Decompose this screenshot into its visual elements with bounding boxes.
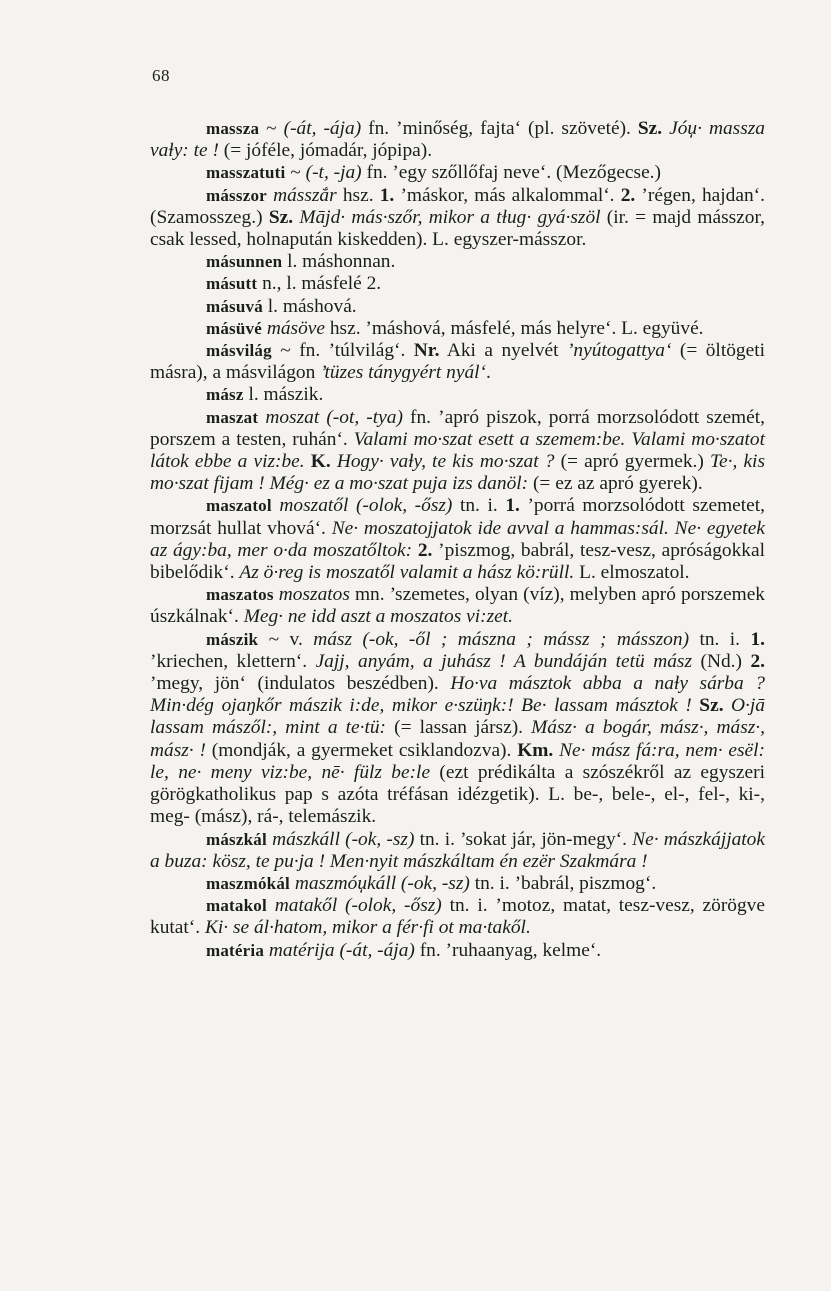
entry-headword: mászik <box>206 629 259 649</box>
entry-text: (= apró gyermek.) <box>554 451 710 473</box>
entry-example: Meg· ne idd aszt a moszatos vi:zet. <box>243 606 513 628</box>
entry-example: Hoɡy· vaɫy, te kis mo·szat ? <box>336 451 555 473</box>
entry-headword: másunnen <box>206 252 283 272</box>
entry-text: ’máskor, más alkalommal‘. <box>394 184 621 206</box>
dictionary-entry <box>150 895 765 939</box>
entry-headword: másüvé <box>206 318 262 338</box>
entry-marker: 1. <box>379 184 395 206</box>
entry-text <box>724 695 732 716</box>
entry-text: tn. i. ’babrál, piszmog‘. <box>469 872 657 894</box>
dictionary-entry <box>150 407 765 496</box>
entry-example: Jóџ· massza vaɫy: te ! <box>150 118 765 162</box>
entry-example: moszatos <box>278 584 350 606</box>
entry-headword: matéria <box>206 940 265 960</box>
entry-text: l. mászik. <box>243 384 324 406</box>
entry-example: Ne· mászkájjatok a buza: kösz, te pu·ja ! Men·nyit mászkáltam én ezër Szakmára ! <box>150 828 765 872</box>
dictionary-entries <box>150 118 765 962</box>
entry-text: tn. i. ’sokat jár, jön-megy‘. <box>414 828 633 850</box>
entry-text: tn. i. ’motoz, matat, tesz-vesz, zörögve kutat‘. <box>150 895 765 939</box>
entry-text: (= öltögeti másra), a másvilágon <box>150 340 765 384</box>
entry-example: Te·, kis mo·szat fijam ! Még· ez a mo·szat puja izs danöl: <box>150 451 765 495</box>
entry-example: Ki· se ál·hatom, mikor a fér·fi ot ma·takől. <box>204 917 531 939</box>
dictionary-entry <box>150 495 765 584</box>
entry-text: ’kriechen, klettern‘. <box>150 650 316 672</box>
entry-example: moszat (-ot, -tya) <box>265 406 403 428</box>
entry-text: ~ <box>259 118 284 139</box>
entry-headword: mászkál <box>206 829 267 849</box>
entry-example: Ho·va másztok abba a naɫy sárba ? Min·déɡ ojaŋkőr mászik i:de, mikor e·szüŋk:! Be· lassam másztok ! <box>150 673 765 717</box>
entry-marker: 1. <box>750 628 765 650</box>
dictionary-entry <box>150 118 765 162</box>
entry-text: fn. ’minőség, fajta‘ (pl. szöveté). <box>361 118 638 139</box>
entry-text: . <box>486 362 491 384</box>
entry-example: Mājd· más·szőr, mikor a tɫuɡ· gyá·szöl <box>299 206 601 228</box>
entry-text: ’régen, hajdan‘. (Szamosszeg.) <box>150 184 765 228</box>
dictionary-entry <box>150 185 765 252</box>
entry-example: O·jā lassam mászől:, mint a te·tü: <box>150 695 765 739</box>
entry-headword: mász <box>206 385 244 405</box>
entry-example: ’tüzes tányɡyért nyál‘ <box>320 362 487 384</box>
entry-example: Valami mo·szat esett a szemem:be. Valami mo·szatot látok ebbe a viz:be. <box>150 428 766 473</box>
entry-text: ’piszmog, babrál, tesz-vesz, apróságokkal bibelődik‘. <box>150 539 765 584</box>
entry-marker: Sz. <box>637 118 663 139</box>
entry-text: (ir. = majd másszor, csak lessed, holnapután kiskedden). L. egyszer-másszor. <box>150 206 765 251</box>
entry-example: Az ö·reg is moszatől valamit a hász kö:rüll. <box>239 562 575 584</box>
entry-marker: Sz. <box>699 695 724 717</box>
entry-marker: 1. <box>505 495 520 517</box>
entry-headword: masszatuti <box>206 163 286 183</box>
entry-example: (-át, -ája) <box>283 118 362 139</box>
entry-text: (= jóféle, jómadár, jópipa). <box>218 140 433 162</box>
entry-text: fn. ’egy szőllőfaj neve‘. (Mezőgecse.) <box>361 162 661 184</box>
entry-headword: másutt <box>206 274 258 294</box>
entry-text: ~ <box>285 162 306 184</box>
entry-example: matérija (-át, -ája) <box>268 939 415 961</box>
entry-text: fn. ’apró piszok, porrá morzsolódott szemét, porszem a testen, ruhán‘. <box>150 406 765 450</box>
dictionary-entry <box>150 584 765 628</box>
entry-example: matakől (-olok, -ősz) <box>274 895 442 917</box>
entry-text: tn. i. <box>452 495 506 517</box>
entry-example: Mász· a bogár, mász·, mász·, mász· ! <box>150 717 765 761</box>
entry-text: ’porrá morzsolódott szemetet, morzsát hullat vhová‘. <box>150 495 765 539</box>
entry-example: másszắr <box>273 184 337 206</box>
entry-text: l. máshová. <box>262 295 357 317</box>
dictionary-entry <box>150 296 765 318</box>
entry-text: mn. ’szemetes, olyan (víz), melyben apró porszemek úszkálnak‘. <box>150 584 765 628</box>
entry-text: ~ fn. ’túlvilág‘. <box>271 340 414 362</box>
entry-headword: maszat <box>206 407 259 427</box>
dictionary-entry <box>150 829 765 873</box>
entry-headword: maszmókál <box>206 873 290 893</box>
entry-marker: 2. <box>417 539 433 561</box>
dictionary-entry <box>150 162 765 184</box>
entry-marker: Km. <box>517 739 554 761</box>
entry-text: (= lassan jársz). <box>386 717 532 739</box>
entry-marker: Nr. <box>413 340 440 362</box>
entry-text: tn. i. <box>689 628 751 650</box>
entry-text: ’megy, jön‘ (indulatos beszédben). <box>150 673 451 695</box>
entry-example: másöve <box>266 317 325 339</box>
entry-headword: matakol <box>206 896 267 916</box>
entry-marker: Sz. <box>268 206 294 228</box>
dictionary-entry <box>150 318 765 340</box>
entry-text: (mondják, a gyermeket csiklandozva). <box>205 739 518 761</box>
entry-text: n., l. másfelé 2. <box>257 273 382 295</box>
entry-text: (= ez az apró gyerek). <box>528 473 703 495</box>
entry-text: hsz. ’máshová, másfelé, más helyre‘. L. együvé. <box>325 317 704 339</box>
entry-text: l. máshonnan. <box>282 251 396 273</box>
entry-example: maszmóџkáll (-ok, -sz) <box>294 872 470 894</box>
entry-example: Ne· mász fá:ra, nem· esël: le, ne· meny viz:be, nē· fülz be:le <box>150 739 765 783</box>
dictionary-entry <box>150 873 765 895</box>
dictionary-entry <box>150 273 765 295</box>
entry-text: hsz. <box>336 184 380 206</box>
entry-example: ’nyútoɡattya‘ <box>566 340 672 362</box>
entry-example: (-t, -ja) <box>305 162 362 184</box>
entry-headword: maszatos <box>206 585 274 605</box>
entry-headword: másvilág <box>206 341 272 361</box>
entry-headword: massza <box>206 119 260 138</box>
dictionary-entry <box>150 629 765 829</box>
dictionary-entry <box>150 384 765 406</box>
entry-text: fn. ’ruhaanyag, kelme‘. <box>414 939 602 961</box>
entry-marker: K. <box>310 451 331 473</box>
entry-headword: maszatol <box>206 496 272 516</box>
entry-example: mászkáll (-ok, -sz) <box>272 828 415 850</box>
entry-marker: 2. <box>750 650 765 672</box>
dictionary-entry <box>150 340 765 384</box>
page-number: 68 <box>152 66 170 85</box>
entry-marker: 2. <box>620 184 636 206</box>
entry-headword: másszor <box>206 185 267 205</box>
entry-example: mász (-ok, -ől ; mászna ; mássz ; másszon) <box>313 628 690 650</box>
entry-text: ~ v. <box>258 628 314 650</box>
entry-text: (ezt prédikálta a szószékről az egyszeri görögkatholikus pap s azóta tréfásan idézgetik). L. be-, bele-, el-, fel-, ki-, meg- (mász), rá-, telemászik. <box>150 761 765 828</box>
entry-headword: másuvá <box>206 296 263 316</box>
dictionary-entry <box>150 940 765 962</box>
entry-example: moszatől (-olok, -ősz) <box>279 495 453 517</box>
entry-text: Aki a nyelvét <box>439 340 567 362</box>
entry-text: (Nd.) <box>692 650 751 672</box>
entry-text: L. elmoszatol. <box>574 562 690 584</box>
entry-text <box>267 895 275 916</box>
dictionary-entry <box>150 251 765 273</box>
entry-example: Ne· moszatojjatok ide avval a hammas:sál. Ne· egyetek az ágy:ba, mer o·da moszatőltok: <box>150 517 766 561</box>
entry-example: Jajj, anyám, a juhász ! A bundáján tetü mász <box>315 650 692 672</box>
